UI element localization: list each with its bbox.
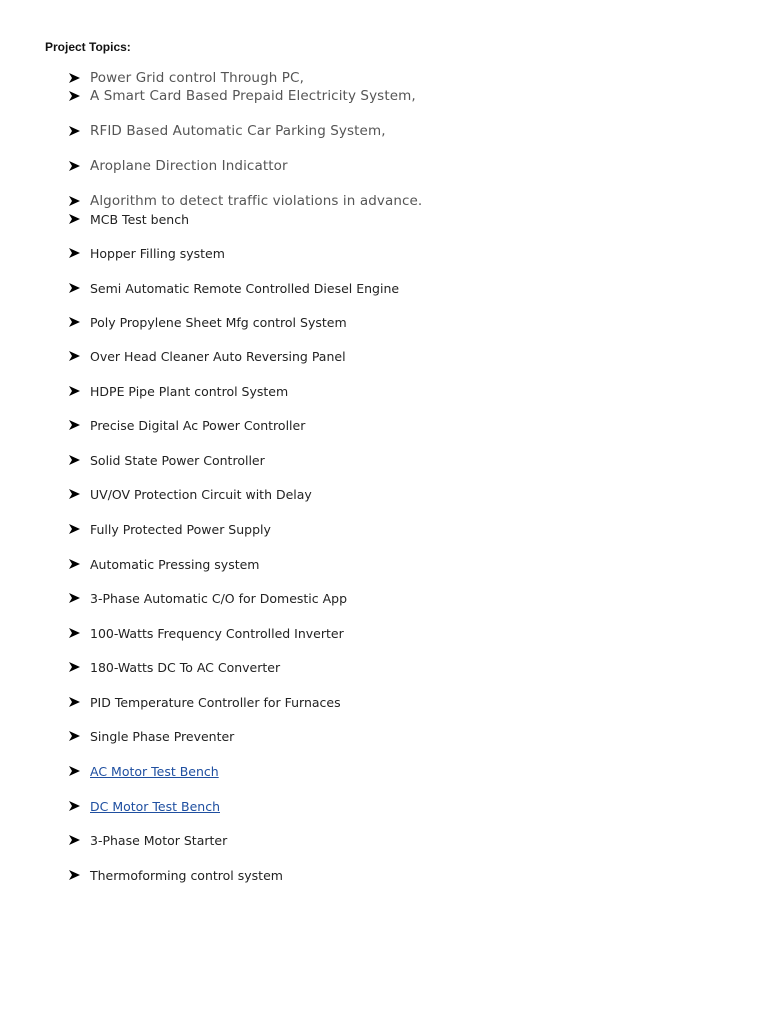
arrowhead-bullet-icon xyxy=(68,693,90,711)
list-item xyxy=(68,485,312,503)
list-item xyxy=(68,382,288,400)
list-item xyxy=(68,244,225,262)
topic-label: Semi Automatic Remote Controlled Diesel Engine xyxy=(90,280,400,296)
arrowhead-bullet-icon xyxy=(68,485,90,503)
topic-label: 100-Watts Frequency Controlled Inverter xyxy=(90,625,344,641)
arrowhead-bullet-icon xyxy=(68,87,90,105)
list-item xyxy=(68,451,265,469)
page-title: Project Topics: xyxy=(45,40,131,54)
topic-label: Over Head Cleaner Auto Reversing Panel xyxy=(90,348,346,364)
list-item[interactable] xyxy=(68,762,219,780)
list-item xyxy=(68,87,416,105)
arrowhead-bullet-icon xyxy=(68,658,90,676)
arrowhead-bullet-icon xyxy=(68,192,90,210)
arrowhead-bullet-icon xyxy=(68,279,90,297)
list-item xyxy=(68,122,386,140)
list-item xyxy=(68,157,288,175)
topic-link[interactable]: AC Motor Test Bench xyxy=(90,763,219,779)
arrowhead-bullet-icon xyxy=(68,382,90,400)
topic-label: 3-Phase Automatic C/O for Domestic App xyxy=(90,590,348,606)
list-item xyxy=(68,347,346,365)
topic-label: 3-Phase Motor Starter xyxy=(90,832,228,848)
list-item xyxy=(68,866,283,884)
arrowhead-bullet-icon xyxy=(68,451,90,469)
arrowhead-bullet-icon xyxy=(68,727,90,745)
topic-label: A Smart Card Based Prepaid Electricity System, xyxy=(90,88,416,104)
list-item xyxy=(68,416,305,434)
topic-label: Thermoforming control system xyxy=(90,867,283,883)
topic-label: Hopper Filling system xyxy=(90,245,225,261)
topic-label: Aroplane Direction Indicattor xyxy=(90,158,288,174)
list-item xyxy=(68,693,341,711)
list-item xyxy=(68,727,234,745)
arrowhead-bullet-icon xyxy=(68,589,90,607)
list-item xyxy=(68,210,189,228)
topic-link[interactable]: DC Motor Test Bench xyxy=(90,798,220,814)
list-item xyxy=(68,589,347,607)
topic-label: Power Grid control Through PC, xyxy=(90,70,304,86)
topic-label: Solid State Power Controller xyxy=(90,452,265,468)
list-item xyxy=(68,831,227,849)
topic-label: MCB Test bench xyxy=(90,211,189,227)
list-item xyxy=(68,520,271,538)
arrowhead-bullet-icon xyxy=(68,520,90,538)
topic-label: Single Phase Preventer xyxy=(90,728,235,744)
topic-label: Poly Propylene Sheet Mfg control System xyxy=(90,314,347,330)
topic-label: Automatic Pressing system xyxy=(90,556,260,572)
arrowhead-bullet-icon xyxy=(68,797,90,815)
list-item xyxy=(68,69,304,87)
arrowhead-bullet-icon xyxy=(68,762,90,780)
topic-label: 180-Watts DC To AC Converter xyxy=(90,659,281,675)
list-item xyxy=(68,555,259,573)
arrowhead-bullet-icon xyxy=(68,210,90,228)
list-item xyxy=(68,192,422,210)
topic-label: PID Temperature Controller for Furnaces xyxy=(90,694,341,710)
arrowhead-bullet-icon xyxy=(68,157,90,175)
topic-label: Algorithm to detect traffic violations in advance. xyxy=(90,193,423,209)
topic-label: Precise Digital Ac Power Controller xyxy=(90,417,306,433)
topic-label: UV/OV Protection Circuit with Delay xyxy=(90,486,312,502)
list-item xyxy=(68,279,399,297)
arrowhead-bullet-icon xyxy=(68,122,90,140)
list-item[interactable] xyxy=(68,797,220,815)
topic-label: HDPE Pipe Plant control System xyxy=(90,383,289,399)
arrowhead-bullet-icon xyxy=(68,831,90,849)
arrowhead-bullet-icon xyxy=(68,244,90,262)
arrowhead-bullet-icon xyxy=(68,624,90,642)
arrowhead-bullet-icon xyxy=(68,69,90,87)
arrowhead-bullet-icon xyxy=(68,866,90,884)
topic-label: RFID Based Automatic Car Parking System, xyxy=(90,123,386,139)
list-item xyxy=(68,624,344,642)
arrowhead-bullet-icon xyxy=(68,347,90,365)
arrowhead-bullet-icon xyxy=(68,313,90,331)
topic-label: Fully Protected Power Supply xyxy=(90,521,271,537)
arrowhead-bullet-icon xyxy=(68,416,90,434)
list-item xyxy=(68,658,280,676)
arrowhead-bullet-icon xyxy=(68,555,90,573)
list-item xyxy=(68,313,347,331)
